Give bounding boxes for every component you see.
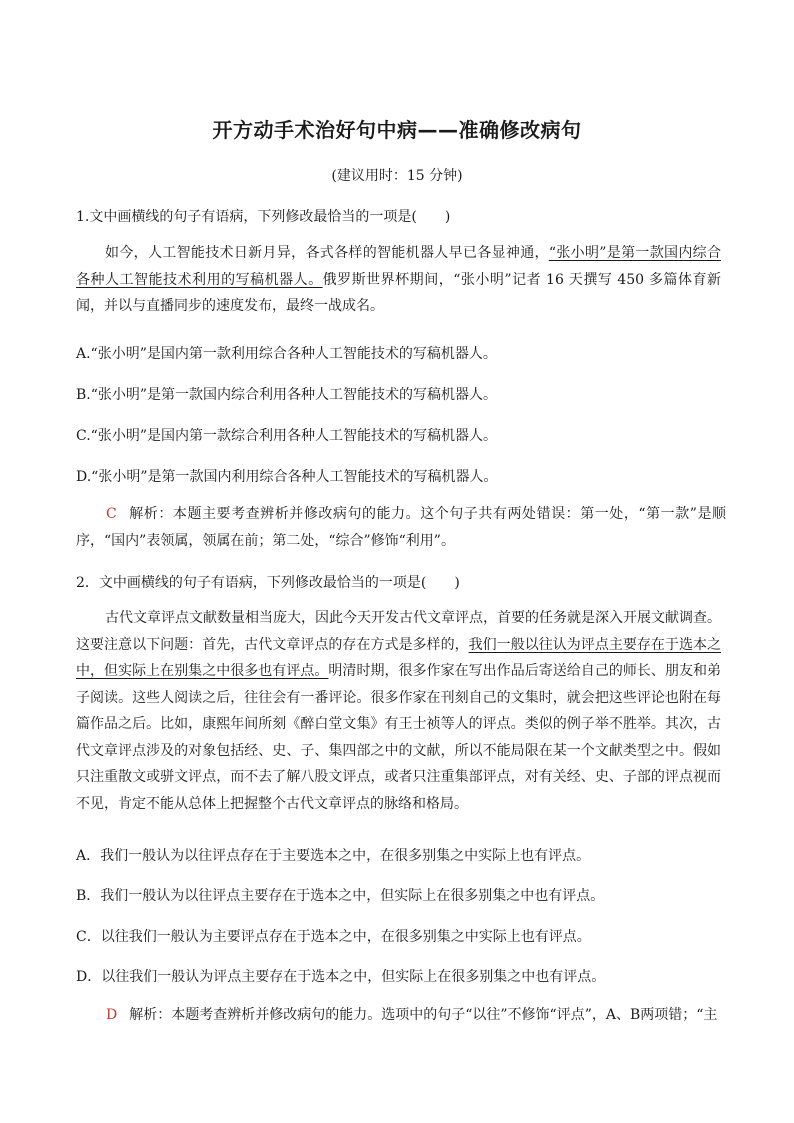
q1-explanation-text: 解析：本题主要考查辨析并修改病句的能力。这个句子共有两处错误：第一处，“第一款”是顺序，“国内”表领属，领属在前；第二处，“综合”修饰“利用”。	[76, 506, 726, 549]
q2-underlined-sentence: 我们一般以往认为评点主要存在于选本之中，但实际上在别集之中很多也有评点。	[76, 636, 722, 679]
q2-option-b: B．我们一般认为以往评点主要存在于选本之中，但实际上在很多别集之中也有评点。	[76, 888, 605, 904]
q1-stem: 1.文中画横线的句子有语病，下列修改最恰当的一项是( )	[76, 209, 451, 225]
q1-answer-explanation	[76, 501, 726, 554]
q2-passage-pre: 古代文章评点文献数量相当庞大，因此今天开发古代文章评点，首要的任务就是深入开展文献调查。这要注意以下问题：首先，古代文章评点的存在方式是多样的，	[76, 610, 721, 653]
q1-underlined-sentence: “张小明”是第一款国内综合各种人工智能技术利用的写稿机器人。	[76, 245, 721, 288]
q1-passage	[76, 240, 721, 320]
q2-answer-letter: D	[106, 1007, 118, 1023]
q1-option-d: D.“张小明”是第一款国内利用综合各种人工智能技术的写稿机器人。	[76, 469, 498, 485]
q1-option-c: C.“张小明”是国内第一款综合利用各种人工智能技术的写稿机器人。	[76, 428, 497, 444]
q1-passage-post: 俄罗斯世界杯期间，“张小明”记者 16 天撰写 450 多篇体育新闻，并以与直播同步的速度发布，最终一战成名。	[76, 271, 722, 314]
q2-passage	[76, 605, 721, 817]
q1-answer-letter: C	[106, 506, 117, 522]
q1-option-b: B.“张小明”是第一款国内综合利用各种人工智能技术的写稿机器人。	[76, 387, 498, 403]
q2-stem: 2．文中画横线的句子有语病，下列修改最恰当的一项是( )	[76, 575, 460, 591]
q1-passage-pre: 如今，人工智能技术日新月异，各式各样的智能机器人早已各显神通，	[105, 245, 549, 261]
q2-option-d: D．以往我们一般认为评点主要存在于选本之中，但实际上在很多别集之中也有评点。	[76, 969, 606, 985]
time-suggestion: (建议用时：15 分钟)	[331, 168, 463, 184]
page-title: 开方动手术治好句中病——准确修改病句	[212, 118, 582, 142]
q2-answer-explanation	[76, 1002, 726, 1029]
q2-passage-post: 明清时期，很多作家在写出作品后寄送给自己的师长、朋友和弟子阅读。这些人阅读之后，往往会有一番评论。很多作家在刊刻自己的文集时，就会把这些评论也附在每篇作品之后。比如，康熙年间所刻《醉白堂文集》有王士祯等人的评点。类似的例子举不胜举。其次，古代文章评点涉及的对象包括经、史、子、集四部之中的文献，所以不能局限在某一个文献类型之中。假如只注重散文或骈文评点，而不去了解八股文评点，或者只注重集部评点，对有关经、史、子部的评点视而不见，肯定不能从总体上把握整个古代文章评点的脉络和格局。	[76, 663, 722, 812]
q1-option-a: A.“张小明”是国内第一款利用综合各种人工智能技术的写稿机器人。	[76, 346, 497, 362]
q2-option-a: A．我们一般认为以往评点存在于主要选本之中，在很多别集之中实际上也有评点。	[76, 848, 591, 864]
q2-option-c: C．以往我们一般认为主要评点存在于选本之中，在很多别集之中实际上也有评点。	[76, 929, 591, 945]
q2-explanation-text: 解析：本题考查辨析并修改病句的能力。选项中的句子“以往”不修饰“评点”，A、B两项错；“主	[129, 1007, 718, 1023]
